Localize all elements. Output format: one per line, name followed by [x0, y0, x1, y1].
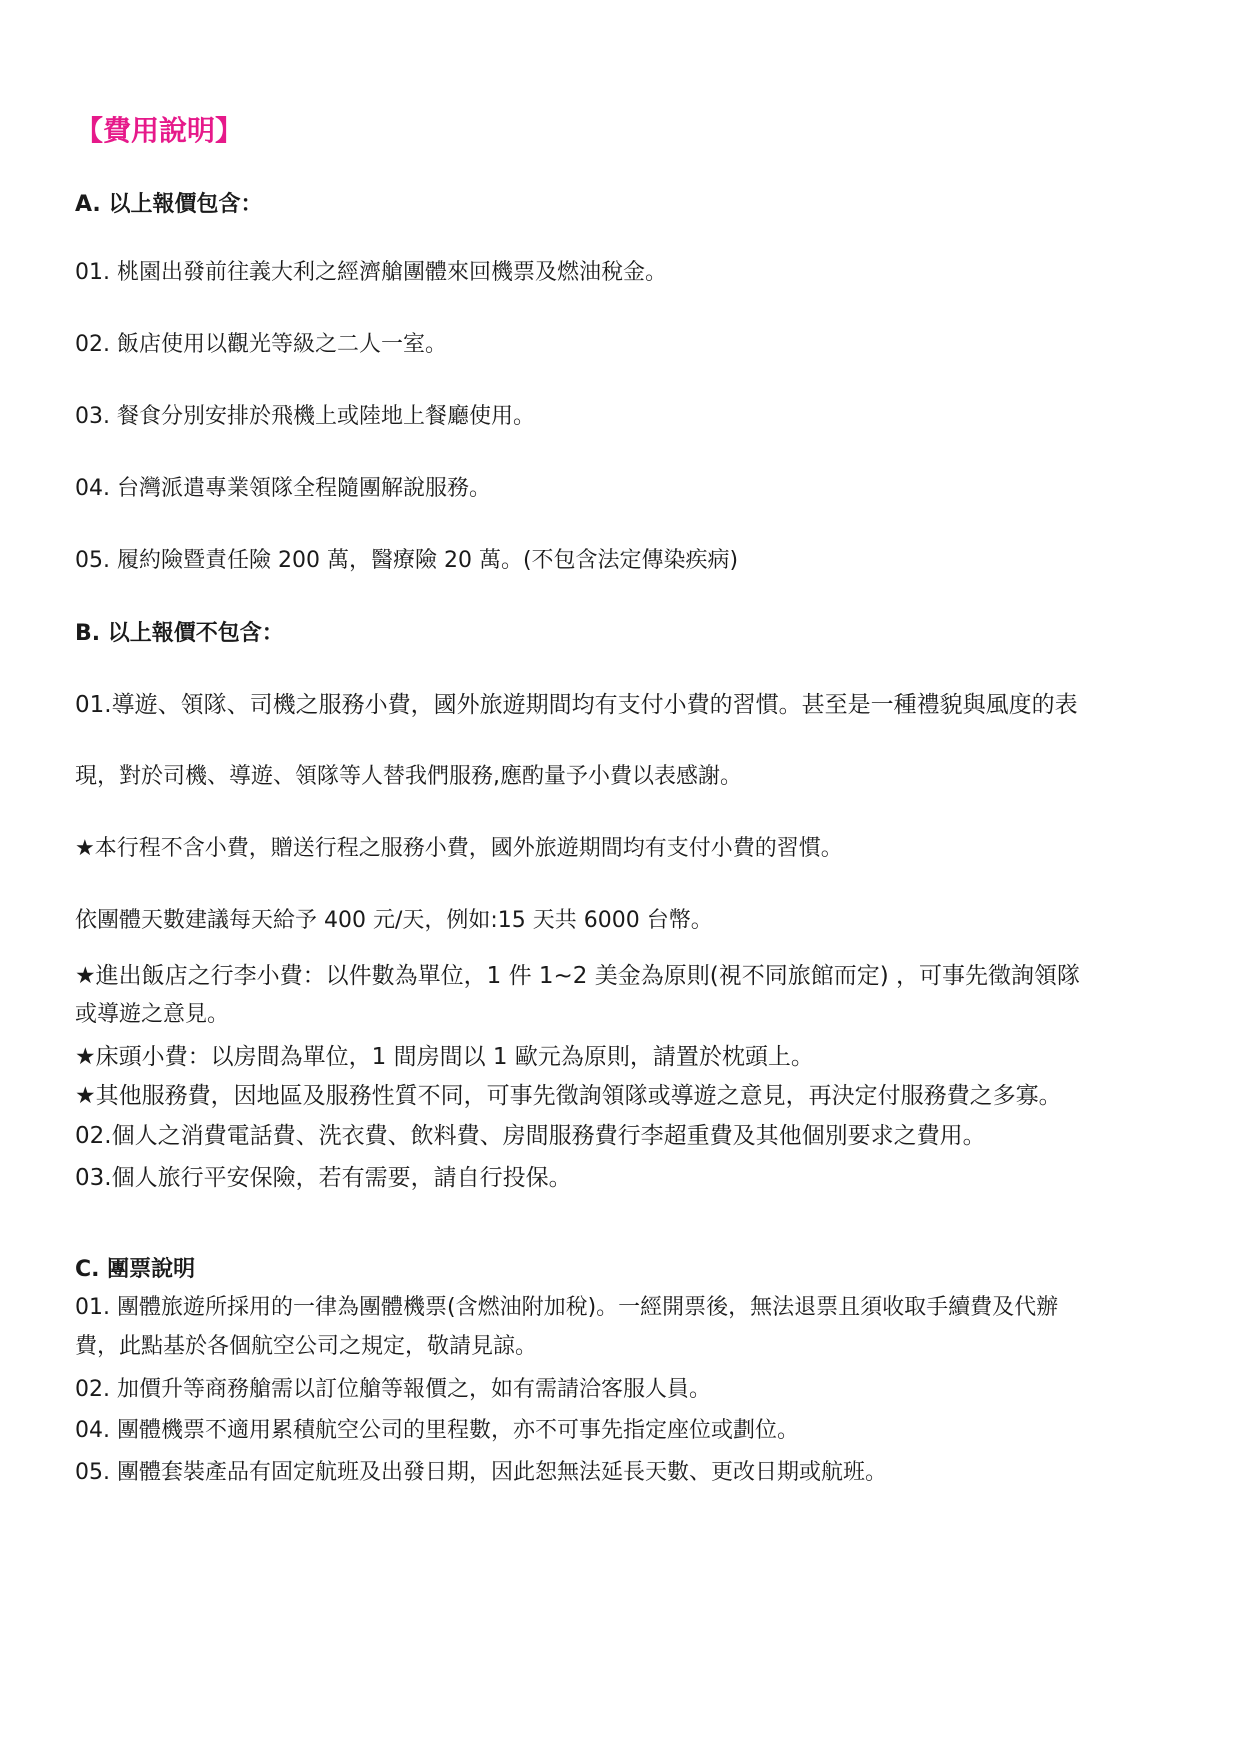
section-b-luggage-line2: 或導遊之意見。	[75, 1002, 230, 1027]
section-a-item-03: 03. 餐食分別安排於飛機上或陸地上餐廳使用。	[75, 404, 535, 429]
page-title: 【費用說明】	[75, 114, 244, 147]
section-c-item-02: 02. 加價升等商務艙需以訂位艙等報價之，如有需請洽客服人員。	[75, 1377, 711, 1402]
section-a-item-01: 01. 桃園出發前往義大利之經濟艙團體來回機票及燃油稅金。	[75, 260, 667, 285]
section-b-heading: B. 以上報價不包含：	[75, 621, 284, 646]
section-a-heading: A. 以上報價包含：	[75, 192, 263, 217]
section-b-item-01-line2: 現，對於司機、導遊、領隊等人替我們服務,應酌量予小費以表感謝。	[75, 764, 742, 789]
section-c-item-01-line2: 費，此點基於各個航空公司之規定，敬請見諒。	[75, 1334, 538, 1359]
section-b-tip-suggest: 依團體天數建議每天給予 400 元/天，例如:15 天共 6000 台幣。	[75, 908, 713, 933]
section-b-other-fees: ★其他服務費，因地區及服務性質不同，可事先徵詢領隊或導遊之意見，再決定付服務費之多寡。	[75, 1083, 1062, 1109]
section-b-item-02: 02.個人之消費電話費、洗衣費、飲料費、房間服務費行李超重費及其他個別要求之費用。	[75, 1123, 986, 1149]
section-c-item-01-line1: 01. 團體旅遊所採用的一律為團體機票(含燃油附加稅)。一經開票後，無法退票且須收取手續費及代辦	[75, 1295, 1059, 1320]
section-c-item-05: 05. 團體套裝產品有固定航班及出發日期，因此恕無法延長天數、更改日期或航班。	[75, 1460, 887, 1485]
section-a-item-02: 02. 飯店使用以觀光等級之二人一室。	[75, 332, 447, 357]
section-a-item-04: 04. 台灣派遣專業領隊全程隨團解說服務。	[75, 476, 491, 501]
section-c-item-04: 04. 團體機票不適用累積航空公司的里程數，亦不可事先指定座位或劃位。	[75, 1418, 799, 1443]
section-a-item-05: 05. 履約險暨責任險 200 萬，醫療險 20 萬。(不包含法定傳染疾病)	[75, 548, 739, 573]
section-b-luggage-line1: ★進出飯店之行李小費：以件數為單位，1 件 1~2 美金為原則(視不同旅館而定) ，可事先徵詢領隊	[75, 963, 1080, 989]
section-b-item-03: 03.個人旅行平安保險，若有需要，請自行投保。	[75, 1165, 572, 1191]
section-b-tip-note: ★本行程不含小費，贈送行程之服務小費，國外旅遊期間均有支付小費的習慣。	[75, 836, 843, 861]
section-c-heading: C. 團票說明	[75, 1257, 196, 1282]
section-b-item-01-line1: 01.導遊、領隊、司機之服務小費，國外旅遊期間均有支付小費的習慣。甚至是一種禮貌與風度的表	[75, 692, 1078, 718]
section-b-pillow-tip: ★床頭小費：以房間為單位，1 間房間以 1 歐元為原則，請置於枕頭上。	[75, 1044, 814, 1070]
